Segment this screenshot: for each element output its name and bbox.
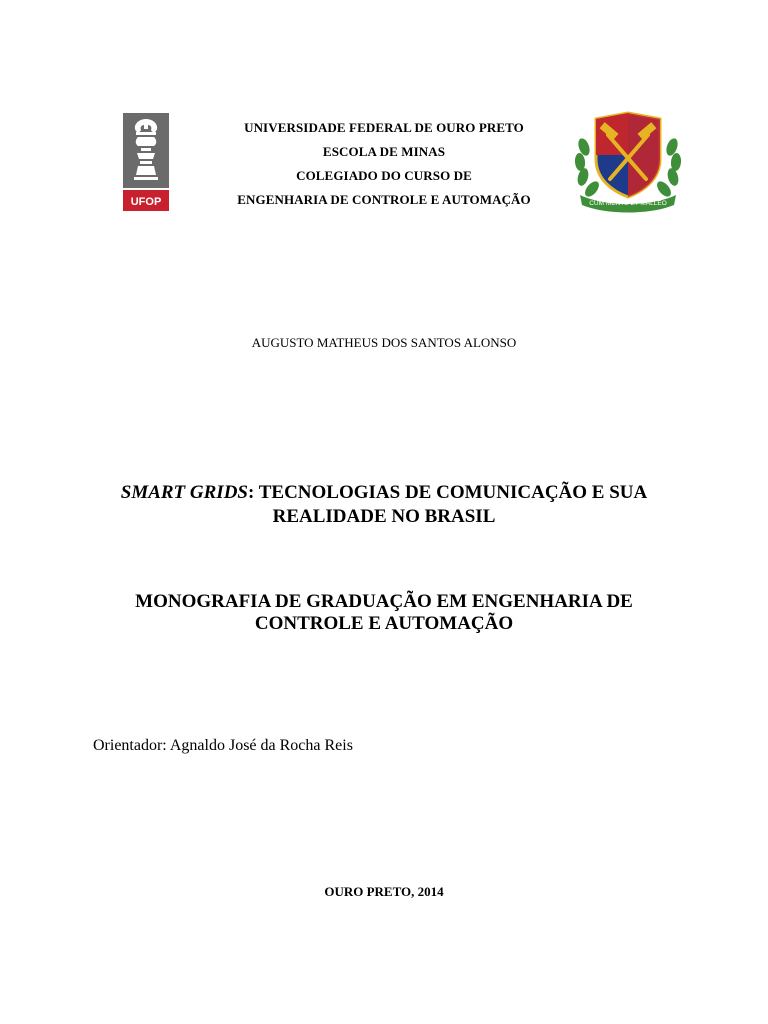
monograph-type <box>60 591 708 635</box>
title-rest: : TECNOLOGIAS DE COMUNICAÇÃO E SUA <box>248 482 648 503</box>
course-name: ENGENHARIA DE CONTROLE E AUTOMAÇÃO <box>237 192 531 207</box>
title-line-2: REALIDADE NO BRASIL <box>272 506 496 527</box>
school-name: ESCOLA DE MINAS <box>322 144 446 159</box>
monograph-line-1: MONOGRAFIA DE GRADUAÇÃO EM ENGENHARIA DE <box>135 591 633 612</box>
ufop-logo-text: UFOP <box>130 196 162 208</box>
monograph-line-2: CONTROLE E AUTOMAÇÃO <box>254 613 514 634</box>
collegiate-name: COLEGIADO DO CURSO DE <box>296 168 472 183</box>
author-name: AUGUSTO MATHEUS DOS SANTOS ALONSO <box>251 335 517 350</box>
place-date: OURO PRETO, 2014 <box>324 884 444 899</box>
title-line-1 <box>60 481 708 505</box>
advisor: Orientador: Agnaldo José da Rocha Reis <box>93 737 353 754</box>
thesis-title <box>60 481 708 529</box>
emblem-motto: CUM MENTE ET MALLEO <box>589 200 667 207</box>
title-italic: SMART GRIDS <box>120 482 248 503</box>
escola-de-minas-emblem <box>570 107 686 213</box>
university-name: UNIVERSIDADE FEDERAL DE OURO PRETO <box>244 120 524 135</box>
